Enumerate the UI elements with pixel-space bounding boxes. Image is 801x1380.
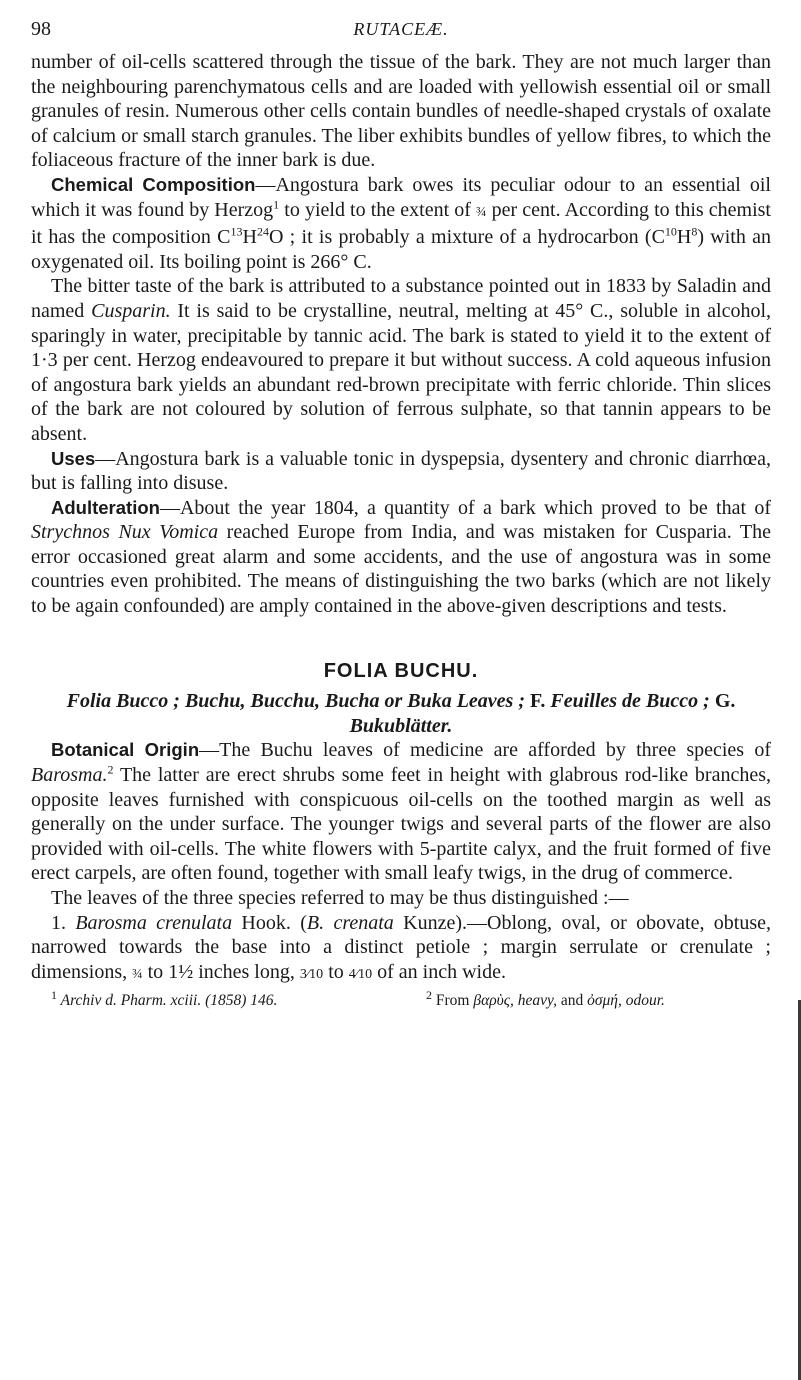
footnote-2: $^2$ From βαρὺς, heavy, and ὀσμή, odour. xyxy=(426,988,665,1010)
page-number: 98 xyxy=(31,18,51,40)
running-title: RUTACEÆ. xyxy=(353,19,449,39)
barosma-name: Barosma. xyxy=(31,764,108,787)
cusparin-name: Cusparin. xyxy=(91,299,171,322)
page-header xyxy=(31,18,771,50)
paragraph-cusparin: The bitter taste of the bark is attributed to a substance pointed out in 1833 by Saladin and named Cusparin. It is said to be crystalline, neutral, melting at 45° C., soluble in alcohol, sparingly in water, precipitable by tannic acid. The bark is stated to yield it to the extent of 1·3 per cent. Herzog endeavoured to prepare it but without success. A cold aqueous infusion of angostura bark yields an abundant red-brown precipitate with ferric chloride. Thin slices of the bark are not coloured by solution of ferrous sulphate, so that tannin appears to be absent. xyxy=(31,275,772,445)
footnote-ref-1: 1 xyxy=(273,196,280,211)
adulteration-heading: Adulteration xyxy=(51,496,160,518)
paragraph-distinguish: The leaves of the three species referred to may be thus distinguished :— xyxy=(51,887,629,909)
list-item-barosma-crenulata: 1. Barosma crenulata Hook. (B. crenata Kunze).—Oblong, oval, or obovate, obtuse, narrowed towards the base into a distinct petiole ; margin serrulate or crenulate ; dimensions, ¾ to 1½ inches long, 3⁄10 to 4⁄10 of an inch wide. xyxy=(31,911,772,983)
footnote-ref-2: 2 xyxy=(107,762,114,777)
botanical-origin-heading: Botanical Origin xyxy=(51,739,200,761)
paragraph-oil-cells: number of oil-cells scattered through the tissue of the bark. They are not much larger than the neighbouring parenchymatous cells and are loaded with yellowish essential oil or small granules of resin. Numerous other cells contain bundles of needle-shaped crystals of oxalate of calcium or small starch granules. The liber exhibits bundles of yellow fibres, to which the foliaceous fracture of the inner bark is due. xyxy=(31,51,771,172)
footnote-1: $^1$ Archiv d. Pharm. xciii. (1858) 146. xyxy=(51,988,278,1010)
paragraph-adulteration: Adulteration—About the year 1804, a quantity of a bark which proved to be that of Strychnos Nux Vomica reached Europe from India, and was mistaken for Cusparia. The error occasioned great alarm and some accidents, and the use of angostura was in some countries even prohibited. The means of distinguishing the two barks (which are not likely to be again confounded) are amply contained in the above-given descriptions and tests. xyxy=(31,496,771,618)
chemical-composition-heading: Chemical Composition xyxy=(51,173,256,195)
paragraph-uses: Uses—Angostura bark is a valuable tonic in dyspepsia, dysentery and chronic diarrhœa, but is falling into disuse. xyxy=(31,447,771,495)
strychnos-name: Strychnos Nux Vomica xyxy=(31,521,219,544)
uses-heading: Uses xyxy=(51,447,96,469)
page-body xyxy=(31,50,771,1011)
paragraph-botanical-origin: Botanical Origin—The Buchu leaves of medicine are afforded by three species of Barosma.$^2$ The latter are erect shrubs some feet in height with glabrous rod-like branches, opposite leaves furnished with conspicuous oil-cells on the toothed margin as well as generally on the under surface. The younger twigs and several parts of the flower are also provided with oil-cells. The white flowers with 5-partite calyx, and the fruit formed of five erect carpels, are often found, together with small leafy twigs, in the drug of commerce. xyxy=(31,739,771,885)
section-heading-folia-buchu: FOLIA BUCHU. xyxy=(323,659,479,682)
paragraph-chemical-composition: Chemical Composition—Angostura bark owes its peculiar odour to an essential oil which it was found by Herzog$^1$ to yield to the extent of ¾ per cent. According to this chemist it has the composition $C^{13}H^{24}O$ ; it is probably a mixture of a hydrocarbon $(C^{10}H^8)$ with an oxygenated oil. Its boiling point is 266° C. xyxy=(31,173,771,273)
synonyms-line: Folia Bucco ; Buchu, Bucchu, Bucha or Buka Leaves ; F. Feuilles de Bucco ; G. Bukublätter. xyxy=(66,690,736,737)
footnotes xyxy=(31,988,771,1011)
